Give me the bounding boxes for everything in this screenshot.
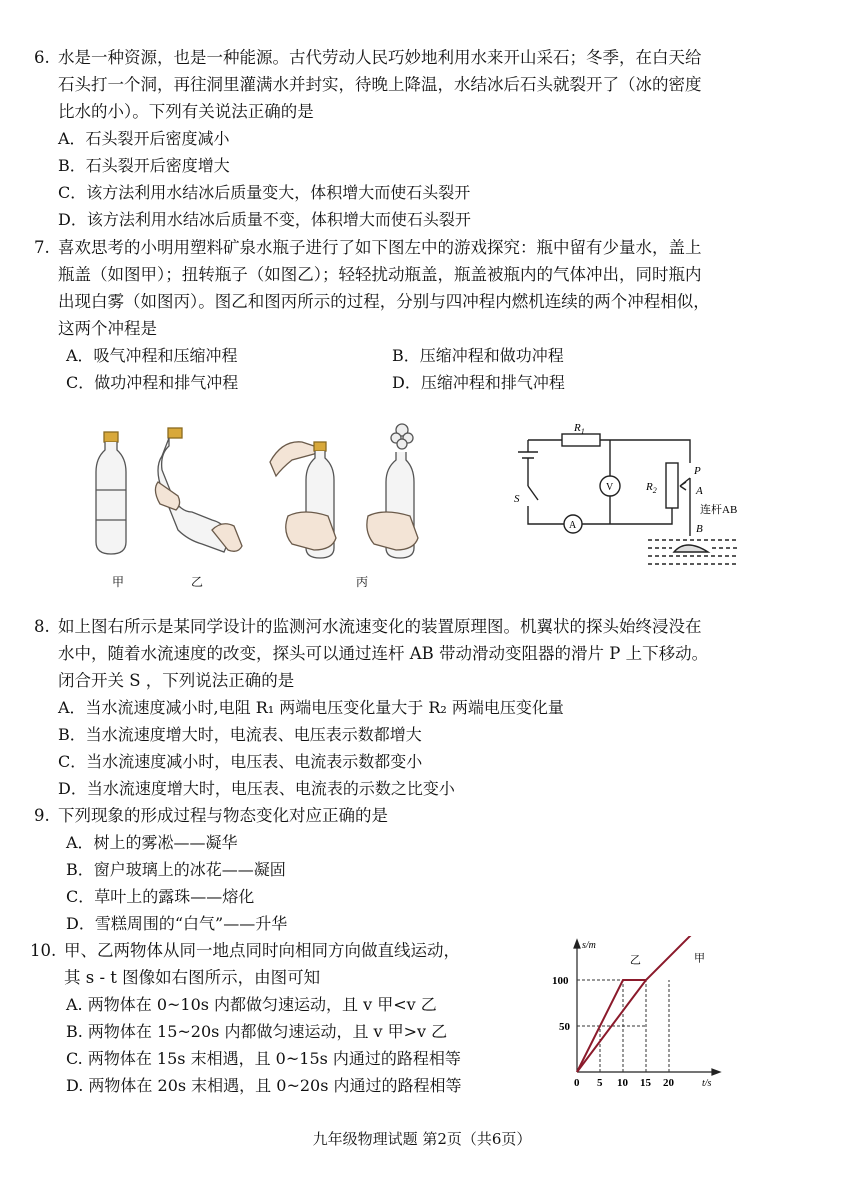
page-footer: 九年级物理试题 第2页（共6页）	[312, 1130, 532, 1148]
probe-wing	[674, 545, 708, 552]
q8-option-b: B．当水流速度增大时，电流表、电压表示数都增大	[58, 725, 422, 744]
y-axis-label: s/m	[582, 940, 596, 951]
q6-stem-line-2: 石头打一个洞，再往洞里灌满水并封实，待晚上降温，水结冰后石头就裂开了（冰的密度	[58, 75, 702, 94]
bottle-bing-twist-illustration	[270, 442, 336, 558]
slider-p	[680, 478, 690, 490]
battery-symbol	[518, 452, 538, 468]
x-tick-label: 15	[640, 1077, 651, 1089]
y-axis-arrow	[574, 940, 580, 948]
q10-stem-line-2: 其 s - t 图像如右图所示，由图可知	[64, 968, 321, 987]
q7-stem-line-4: 这两个冲程是	[58, 319, 157, 338]
bottles-figure	[92, 420, 438, 592]
x-axis-label: t/s	[702, 1078, 712, 1089]
label-r2: $R_2$	[646, 481, 657, 495]
q10-stem-line-1: 甲、乙两物体从同一地点同时向相同方向做直线运动，	[64, 941, 460, 960]
q6-number: 6.	[34, 48, 50, 67]
q8-stem-line-2: 水中，随着水流速度的改变，探头可以通过连杆 AB 带动滑动变阻器的滑片 P 上下移动。	[58, 644, 709, 663]
label-b: B	[696, 523, 703, 535]
q6-stem-line-1: 水是一种资源，也是一种能源。古代劳动人民巧妙地利用水来开山采石；冬季，在白天给	[58, 48, 702, 67]
label-r1: $R_1$	[574, 422, 585, 436]
q9-option-c: C．草叶上的露珠——熔化	[66, 887, 255, 906]
bottle-yi-illustration	[155, 428, 242, 552]
caption-bing: 丙	[356, 575, 369, 589]
q7-option-d: D．压缩冲程和排气冲程	[392, 373, 565, 392]
q9-option-b: B．窗户玻璃上的冰花——凝固	[66, 860, 286, 879]
q6-option-b: B．石头裂开后密度增大	[58, 156, 230, 175]
wire-top	[528, 440, 690, 463]
st-chart	[540, 936, 730, 1090]
q6-option-d: D．该方法利用水结冰后质量不变，体积增大而使石头裂开	[58, 210, 471, 229]
x-tick-label: 0	[574, 1077, 580, 1089]
label-s: S	[514, 493, 520, 505]
bottle-jia-illustration	[96, 432, 126, 554]
caption-yi: 乙	[191, 575, 204, 589]
q8-number: 8.	[34, 617, 50, 636]
y-tick-label: 100	[552, 975, 569, 987]
q9-option-a: A．树上的雾凇——凝华	[66, 833, 238, 852]
q8-option-c: C．当水流速度减小时，电压表、电流表示数都变小	[58, 752, 423, 771]
q6-option-a: A．石头裂开后密度减小	[58, 129, 230, 148]
q7-stem-line-3: 出现白雾（如图丙）。图乙和图丙所示的过程，分别与四冲程内燃机连续的两个冲程相似，	[58, 292, 710, 311]
q8-stem-line-3: 闭合开关 S ，下列说法正确的是	[58, 671, 295, 690]
y-tick-label: 50	[559, 1021, 570, 1033]
q7-stem-line-1: 喜欢思考的小明用塑料矿泉水瓶子进行了如下图左中的游戏探究：瓶中留有少量水，盖上	[58, 238, 702, 257]
q10-option-a: A. 两物体在 0~10s 内都做匀速运动，且 v 甲<v 乙	[66, 995, 437, 1014]
x-axis-arrow	[712, 1069, 720, 1075]
q8-option-a: A．当水流速度减小时,电阻 R₁ 两端电压变化量大于 R₂ 两端电压变化量	[58, 698, 564, 717]
q8-option-d: D．当水流速度增大时，电压表、电流表的示数之比变小	[58, 779, 455, 798]
q10-option-c: C. 两物体在 15s 末相遇，且 0~15s 内通过的路程相等	[66, 1049, 461, 1068]
q9-option-d: D．雪糕周围的“白气”——升华	[66, 914, 288, 933]
q10-option-b: B. 两物体在 15~20s 内都做匀速运动，且 v 甲>v 乙	[66, 1022, 448, 1041]
q7-option-b: B．压缩冲程和做功冲程	[392, 346, 564, 365]
label-voltmeter: V	[606, 482, 614, 493]
q8-stem-line-1: 如上图右所示是某同学设计的监测河水流速变化的装置原理图。机翼状的探头始终浸没在	[58, 617, 702, 636]
switch-s	[528, 486, 538, 510]
circuit-diagram	[508, 418, 768, 580]
q9-stem-line-1: 下列现象的形成过程与物态变化对应正确的是	[58, 806, 388, 825]
q7-number: 7.	[34, 238, 50, 257]
resistor-r2	[666, 463, 678, 508]
label-p: P	[694, 465, 701, 477]
label-ammeter: A	[569, 520, 577, 531]
x-tick-label: 5	[597, 1077, 603, 1089]
q10-option-d: D. 两物体在 20s 末相遇，且 0~20s 内通过的路程相等	[66, 1076, 462, 1095]
x-tick-label: 10	[617, 1077, 628, 1089]
caption-jia: 甲	[112, 575, 125, 589]
q6-stem-line-3: 比水的小）。下列有关说法正确的是	[58, 102, 314, 121]
q7-option-c: C．做功冲程和排气冲程	[66, 373, 239, 392]
x-tick-label: 20	[663, 1077, 674, 1089]
q7-option-a: A．吸气冲程和压缩冲程	[66, 346, 238, 365]
label-a: A	[696, 485, 703, 497]
q9-number: 9.	[34, 806, 50, 825]
bottle-bing-fog-illustration	[367, 424, 418, 558]
series-label: 乙	[629, 954, 641, 967]
q6-option-c: C．该方法利用水结冰后质量变大，体积增大而使石头裂开	[58, 183, 471, 202]
q10-number: 10.	[30, 941, 57, 960]
series-label: 甲	[694, 952, 705, 965]
label-rod-ab: 连杆AB	[700, 504, 738, 516]
q7-stem-line-2: 瓶盖（如图甲）；扭转瓶子（如图乙）；轻轻扰动瓶盖，瓶盖被瓶内的气体冲出，同时瓶内	[58, 265, 702, 284]
